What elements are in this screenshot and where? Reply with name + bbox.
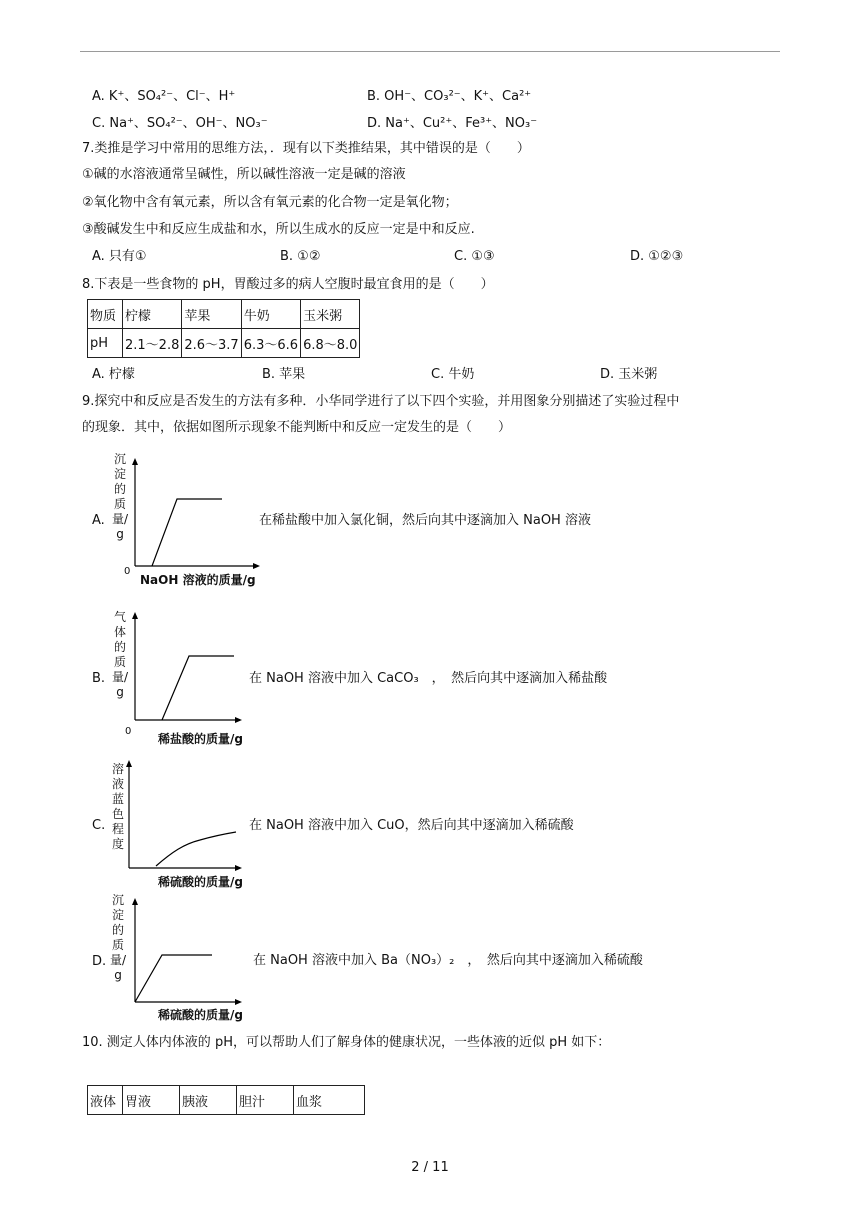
q8-option-c: C. 牛奶 bbox=[431, 367, 475, 382]
graph-c-ylabel: 溶液蓝色程度 bbox=[111, 762, 124, 851]
q7-statement-3: ③酸碱发生中和反应生成盐和水，所以生成水的反应一定是中和反应. bbox=[82, 222, 475, 237]
graph-a-y-arrow bbox=[132, 458, 138, 465]
q8-option-a: A. 柠檬 bbox=[92, 367, 135, 382]
q7-option-d: D. ①②③ bbox=[630, 249, 684, 264]
graph-b-y-arrow bbox=[132, 612, 138, 619]
graph-a-ylabel: 沉淀的质量/g bbox=[112, 452, 129, 541]
graph-b-x-arrow bbox=[235, 717, 242, 723]
q9-stem-line-2: 的现象．其中，依据如图所示现象不能判断中和反应一定发生的是（ ） bbox=[82, 420, 512, 435]
table-cell: 物质 bbox=[88, 300, 123, 329]
table-cell: 胃液 bbox=[123, 1086, 180, 1115]
table-cell: 6.3～6.6 bbox=[241, 329, 300, 358]
q6-option-c: C. Na⁺、SO₄²⁻、OH⁻、NO₃⁻ bbox=[92, 116, 268, 131]
graph-d-curve bbox=[135, 955, 212, 1002]
table-row bbox=[88, 329, 360, 358]
graph-a-xlabel: NaOH 溶液的质量/g bbox=[140, 573, 256, 587]
q7-statement-1: ①碱的水溶液通常呈碱性，所以碱性溶液一定是碱的溶液 bbox=[82, 167, 406, 182]
graph-c-plot bbox=[124, 760, 242, 872]
table-cell: 6.8～8.0 bbox=[301, 329, 360, 358]
table-cell: 胰液 bbox=[180, 1086, 237, 1115]
graph-d-ylabel: 沉淀的质量/g bbox=[110, 893, 127, 982]
q10-ph-table bbox=[87, 1085, 365, 1115]
q9-option-c-letter: C. bbox=[92, 818, 106, 833]
page-number: 2 / 11 bbox=[411, 1160, 449, 1175]
q10-stem: 10. 测定人体内体液的 pH，可以帮助人们了解身体的健康状况，一些体液的近似 pH 如下： bbox=[82, 1035, 611, 1050]
graph-b-xlabel: 稀盐酸的质量/g bbox=[158, 732, 243, 746]
table-cell: 苹果 bbox=[182, 300, 241, 329]
graph-d-plot bbox=[130, 898, 242, 1006]
table-cell: 2.6～3.7 bbox=[182, 329, 241, 358]
q8-ph-table bbox=[87, 299, 360, 358]
table-cell: 血浆 bbox=[294, 1086, 365, 1115]
q9-option-a-letter: A. bbox=[92, 513, 105, 528]
graph-a-curve bbox=[152, 499, 222, 566]
q6-option-a: A. K⁺、SO₄²⁻、Cl⁻、H⁺ bbox=[92, 89, 236, 104]
graph-c-y-arrow bbox=[126, 760, 132, 767]
q8-option-b: B. 苹果 bbox=[262, 367, 306, 382]
q9-option-d-letter: D. bbox=[92, 954, 107, 969]
q7-option-b: B. ①② bbox=[280, 249, 321, 264]
q9-stem-line-1: 9.探究中和反应是否发生的方法有多种．小华同学进行了以下四个实验，并用图象分别描述了实验过程中 bbox=[82, 394, 680, 409]
q8-stem: 8.下表是一些食物的 pH，胃酸过多的病人空腹时最宜食用的是（ ） bbox=[82, 277, 494, 292]
q6-option-b: B. OH⁻、CO₃²⁻、K⁺、Ca²⁺ bbox=[367, 89, 532, 104]
q8-option-d: D. 玉米粥 bbox=[600, 367, 658, 382]
graph-d-y-arrow bbox=[132, 898, 138, 905]
graph-a-plot bbox=[130, 458, 260, 570]
table-cell: 牛奶 bbox=[241, 300, 300, 329]
graph-d-xlabel: 稀硫酸的质量/g bbox=[158, 1008, 243, 1022]
graph-c-xlabel: 稀硫酸的质量/g bbox=[158, 875, 243, 889]
q7-stem: 7.类推是学习中常用的思维方法，．现有以下类推结果，其中错误的是（ ） bbox=[82, 141, 530, 156]
graph-b-ylabel: 气体的质量/g bbox=[112, 610, 129, 699]
q9-option-b-desc: 在 NaOH 溶液中加入 CaCO₃ ， 然后向其中逐滴加入稀盐酸 bbox=[249, 671, 608, 686]
q9-option-a-desc: 在稀盐酸中加入氯化铜，然后向其中逐滴加入 NaOH 溶液 bbox=[259, 513, 591, 528]
table-cell: 柠檬 bbox=[123, 300, 182, 329]
table-row bbox=[88, 1086, 365, 1115]
graph-c-x-arrow bbox=[235, 865, 242, 871]
graph-d-x-arrow bbox=[235, 999, 242, 1005]
table-cell: 玉米粥 bbox=[301, 300, 360, 329]
table-cell: 胆汁 bbox=[237, 1086, 294, 1115]
q9-option-b-letter: B. bbox=[92, 671, 106, 686]
table-row bbox=[88, 300, 360, 329]
graph-c-curve bbox=[156, 832, 236, 866]
q7-option-a: A. 只有① bbox=[92, 249, 147, 264]
q7-statement-2: ②氧化物中含有氧元素，所以含有氧元素的化合物一定是氧化物； bbox=[82, 195, 458, 210]
q9-option-d-desc: 在 NaOH 溶液中加入 Ba（NO₃）₂ ， 然后向其中逐滴加入稀硫酸 bbox=[253, 953, 643, 968]
q9-option-c-desc: 在 NaOH 溶液中加入 CuO，然后向其中逐滴加入稀硫酸 bbox=[249, 818, 574, 833]
header-rule bbox=[80, 51, 780, 52]
graph-b-plot bbox=[130, 612, 242, 724]
graph-b-origin: 0 bbox=[125, 726, 132, 737]
q7-option-c: C. ①③ bbox=[454, 249, 495, 264]
q6-option-d: D. Na⁺、Cu²⁺、Fe³⁺、NO₃⁻ bbox=[367, 116, 538, 131]
table-cell: 液体 bbox=[88, 1086, 123, 1115]
table-cell: pH bbox=[88, 329, 123, 358]
graph-a-x-arrow bbox=[253, 563, 260, 569]
table-cell: 2.1～2.8 bbox=[123, 329, 182, 358]
graph-a-origin: 0 bbox=[124, 566, 131, 577]
graph-b-curve bbox=[162, 656, 234, 720]
